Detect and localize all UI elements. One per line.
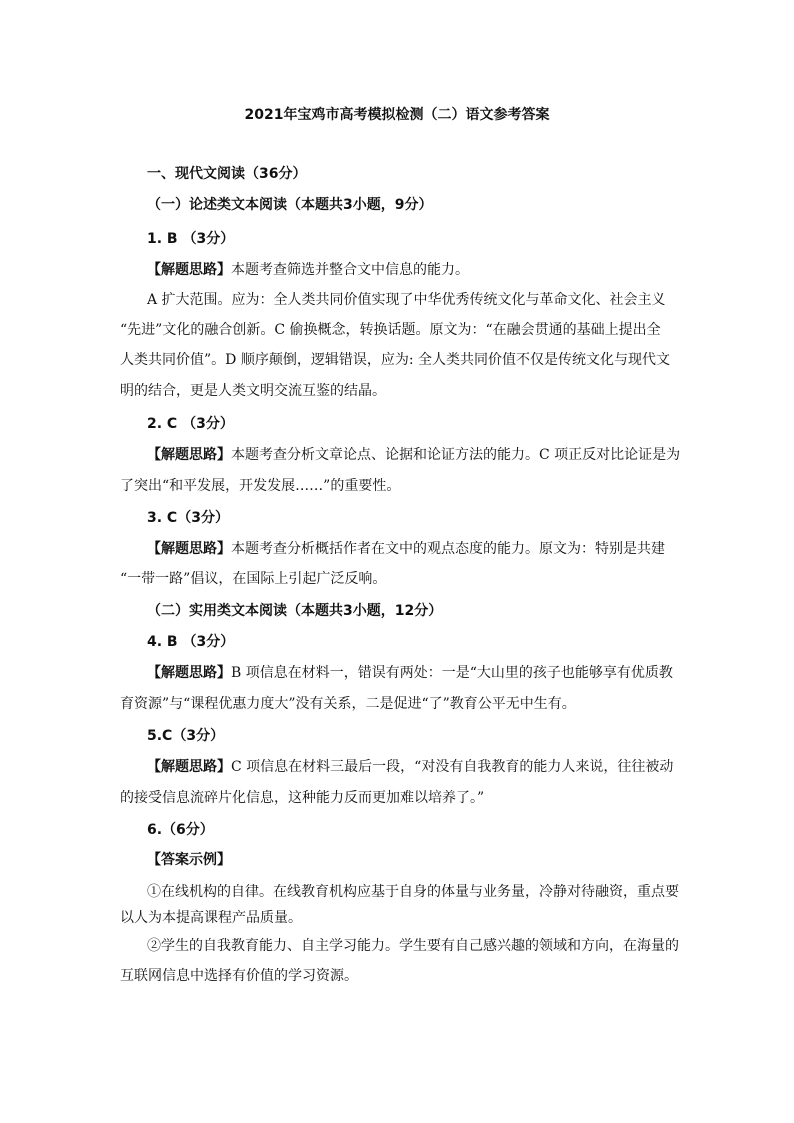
q1-line: 明的结合，更是人类文明交流互鉴的结晶。 xyxy=(120,383,386,399)
q6-answer: 6.（6分） xyxy=(147,822,214,838)
q6-item: ①在线机构的自律。在线教育机构应基于自身的体量与业务量，冷静对待融资，重点要 xyxy=(147,884,679,900)
q4-lead-text: B 项信息在材料一，错误有两处：一是“大山里的孩子也能够享有优质教 xyxy=(231,665,673,681)
subsection-heading-argumentative: （一）论述类文本阅读（本题共3小题，9分） xyxy=(147,197,433,213)
q2-answer: 2. C （3分） xyxy=(147,416,234,432)
q4-explanation-lead xyxy=(147,664,673,682)
q3-tag: 【解题思路】 xyxy=(147,541,231,557)
q1-tag: 【解题思路】 xyxy=(147,262,231,278)
q6-item: 以人为本提高课程产品质量。 xyxy=(120,910,302,926)
q2-line: 了突出“和平发展，开发发展……”的重要性。 xyxy=(120,478,401,494)
q3-lead-text: 本题考查分析概括作者在文中的观点态度的能力。原文为：特别是共建 xyxy=(231,541,665,557)
q4-answer: 4. B （3分） xyxy=(147,634,235,650)
q1-explanation-lead xyxy=(147,261,469,279)
q1-line: 人类共同价值”。D 顺序颠倒，逻辑错误，应为: 全人类共同价值不仅是传统文化与现代文 xyxy=(120,352,670,368)
q3-line: “一带一路”倡议，在国际上引起广泛反响。 xyxy=(120,571,387,587)
q6-item: ②学生的自我教育能力、自主学习能力。学生要有自己感兴趣的领域和方向，在海量的 xyxy=(147,938,679,954)
q3-answer: 3. C（3分） xyxy=(147,510,229,526)
q1-line: A 扩大范围。应为：全人类共同价值实现了中华优秀传统文化与革命文化、社会主义 xyxy=(147,292,666,308)
q2-lead-text: 本题考查分析文章论点、论据和论证方法的能力。C 项正反对比论证是为 xyxy=(231,447,681,463)
q2-explanation-lead xyxy=(147,446,680,464)
q1-lead-text: 本题考查筛选并整合文中信息的能力。 xyxy=(231,262,469,278)
q3-explanation-lead xyxy=(147,540,665,558)
q4-tag: 【解题思路】 xyxy=(147,665,231,681)
q1-answer: 1. B （3分） xyxy=(147,231,235,247)
q4-line: 育资源”与“课程优惠力度大”没有关系，二是促进“了”教育公平无中生有。 xyxy=(120,696,576,712)
q6-tag: 【答案示例】 xyxy=(147,852,231,868)
q5-lead-text: C 项信息在材料三最后一段，“对没有自我教育的能力人来说，往往被动 xyxy=(231,759,674,775)
page-title: 2021年宝鸡市高考模拟检测（二）语文参考答案 xyxy=(244,107,550,123)
q5-answer: 5.C（3分） xyxy=(147,728,225,744)
q5-explanation-lead xyxy=(147,758,673,776)
q6-item: 互联网信息中选择有价值的学习资源。 xyxy=(120,968,358,984)
subsection-heading-practical: （二）实用类文本阅读（本题共3小题，12分） xyxy=(147,603,443,619)
q5-tag: 【解题思路】 xyxy=(147,759,231,775)
q5-line: 的接受信息流碎片化信息，这种能力反而更加难以培养了。” xyxy=(120,790,485,806)
section-heading-modern-reading: 一、现代文阅读（36分） xyxy=(147,166,307,182)
q2-tag: 【解题思路】 xyxy=(147,447,231,463)
q1-line: “先进”文化的融合创新。C 偷换概念，转换话题。原文为：“在融会贯通的基础上提出全 xyxy=(120,322,661,338)
